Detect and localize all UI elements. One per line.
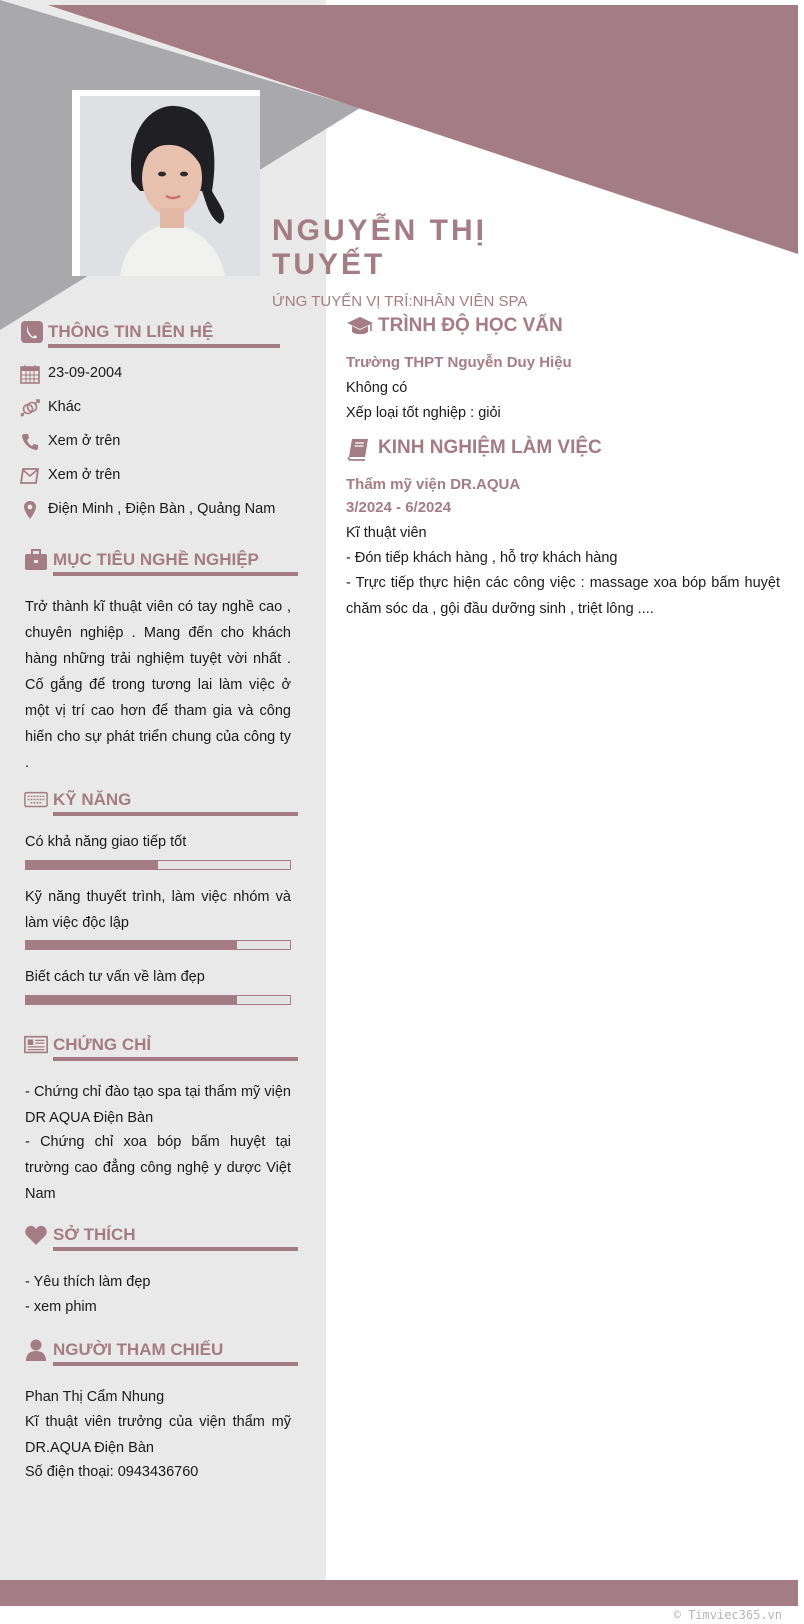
skill-level-fill bbox=[26, 861, 158, 869]
experience-period: 3/2024 - 6/2024 bbox=[346, 499, 452, 516]
skill-level-bar bbox=[25, 940, 291, 950]
briefcase-icon bbox=[24, 548, 48, 572]
candidate-name: NGUYỄN THỊ TUYẾT bbox=[272, 214, 488, 281]
references-title: NGƯỜI THAM CHIẾU bbox=[53, 1340, 224, 1359]
contact-item-address bbox=[20, 498, 300, 522]
birthdate-value: 23-09-2004 bbox=[48, 365, 123, 381]
skill-level-fill bbox=[26, 941, 237, 949]
section-divider bbox=[53, 572, 298, 576]
contact-title: THÔNG TIN LIÊN HỆ bbox=[48, 322, 214, 341]
experience-role: Kĩ thuật viên bbox=[346, 525, 427, 541]
keyboard-icon bbox=[24, 788, 48, 812]
calendar-icon bbox=[20, 364, 40, 384]
experience-detail: - Trực tiếp thực hiện các công việc : massage xoa bóp bấm huyệt chăm sóc da , gội đầu dưỡng sinh , triệt lông .... bbox=[346, 575, 780, 617]
contact-item-phone bbox=[20, 430, 300, 454]
heart-icon bbox=[24, 1223, 48, 1247]
education-major: Không có bbox=[346, 380, 408, 396]
location-pin-icon bbox=[20, 500, 40, 520]
section-divider bbox=[53, 812, 298, 816]
skill-level-bar bbox=[25, 995, 291, 1005]
certificates-section-header bbox=[18, 1031, 298, 1061]
education-school: Trường THPT Nguyễn Duy Hiệu bbox=[346, 354, 572, 371]
objective-section-header bbox=[18, 546, 298, 576]
contact-item-birthdate bbox=[20, 362, 300, 386]
skill-name: Có khả năng giao tiếp tốt bbox=[25, 834, 187, 850]
skills-section-header bbox=[18, 786, 298, 816]
section-divider bbox=[53, 1057, 298, 1061]
experience-section-header bbox=[346, 434, 776, 464]
experience-title: KINH NGHIỆM LÀM VIỆC bbox=[378, 437, 602, 458]
hobbies-title: SỞ THÍCH bbox=[53, 1225, 136, 1244]
objective-text: Trở thành kĩ thuật viên có tay nghề cao , chuyên nghiệp . Mang đến cho khách hàng những trải nghiệm tuyệt vời nhất . Cố gắng để trong tương lai làm việc ở một vị trí cao hơn để tham gia và công hiến cho sự phát triển chung của công ty . bbox=[25, 599, 291, 771]
address-value: Điện Minh , Điện Bàn , Quảng Nam bbox=[48, 501, 276, 517]
reference-role: Kĩ thuật viên trưởng của viện thẩm mỹ DR.AQUA Điện Bàn bbox=[25, 1414, 291, 1456]
email-icon bbox=[20, 466, 40, 486]
skill-level-fill bbox=[26, 996, 237, 1004]
phone-value: Xem ở trên bbox=[48, 433, 121, 449]
certificate-item: - Chứng chỉ xoa bóp bấm huyệt tại trường cao đẳng công nghệ y dược Việt Nam bbox=[25, 1134, 291, 1202]
objective-title: MỤC TIÊU NGHỀ NGHIỆP bbox=[53, 550, 259, 569]
profile-photo bbox=[80, 96, 260, 276]
section-divider bbox=[53, 1247, 298, 1251]
footer-bar bbox=[0, 1580, 798, 1606]
education-section-header bbox=[346, 312, 776, 342]
gender-value: Khác bbox=[48, 399, 82, 415]
references-section-header bbox=[18, 1336, 298, 1366]
hobby-item: - Yêu thích làm đẹp bbox=[25, 1274, 151, 1290]
user-icon bbox=[24, 1338, 48, 1362]
skills-title: KỸ NĂNG bbox=[53, 790, 132, 809]
skill-name: Biết cách tư vấn về làm đẹp bbox=[25, 969, 205, 985]
section-divider bbox=[53, 1362, 298, 1366]
experience-detail: - Đón tiếp khách hàng , hỗ trợ khách hàng bbox=[346, 550, 618, 566]
certificates-title: CHỨNG CHỈ bbox=[53, 1035, 152, 1054]
section-divider bbox=[48, 344, 280, 348]
gender-icon bbox=[20, 398, 40, 418]
email-value: Xem ở trên bbox=[48, 467, 121, 483]
contact-section-header bbox=[18, 318, 298, 348]
contact-item-email bbox=[20, 464, 300, 488]
education-title: TRÌNH ĐỘ HỌC VẤN bbox=[378, 315, 563, 336]
skill-name: Kỹ năng thuyết trình, làm việc nhóm và làm việc độc lập bbox=[25, 889, 291, 931]
skill-level-bar bbox=[25, 860, 291, 870]
reference-phone: Số điện thoại: 0943436760 bbox=[25, 1464, 199, 1480]
watermark: © Timviec365.vn bbox=[673, 1608, 782, 1622]
phone-square-icon bbox=[20, 320, 44, 344]
book-icon bbox=[346, 436, 374, 462]
reference-name: Phan Thị Cẩm Nhung bbox=[25, 1389, 165, 1405]
phone-icon bbox=[20, 432, 40, 452]
certificate-item: - Chứng chỉ đào tạo spa tại thẩm mỹ viện DR AQUA Điện Bàn bbox=[25, 1084, 291, 1126]
experience-company: Thẩm mỹ viện DR.AQUA bbox=[346, 476, 521, 493]
hobby-item: - xem phim bbox=[25, 1299, 97, 1315]
hobbies-section-header bbox=[18, 1221, 298, 1251]
certificate-icon bbox=[24, 1033, 48, 1057]
applied-position: ỨNG TUYỂN VỊ TRÍ:NHÂN VIÊN SPA bbox=[272, 293, 528, 310]
graduation-cap-icon bbox=[346, 314, 374, 340]
education-grade: Xếp loại tốt nghiệp : giỏi bbox=[346, 405, 501, 421]
contact-item-gender bbox=[20, 396, 300, 420]
